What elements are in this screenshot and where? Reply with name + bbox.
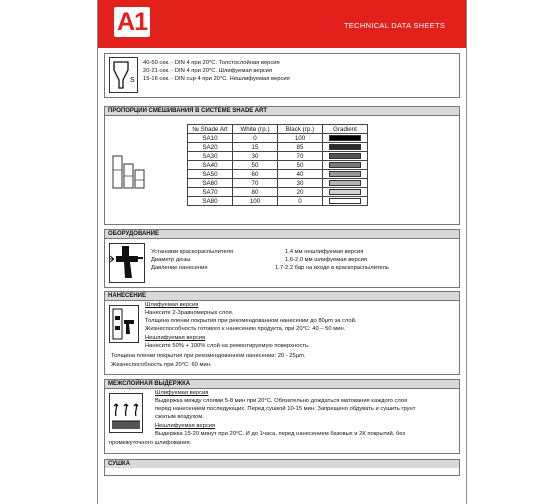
nonsanding-heading: Нешлифуемая версия — [155, 423, 216, 429]
cell-gradient — [323, 143, 368, 152]
cell-gradient — [323, 170, 368, 179]
cell-gradient — [323, 179, 368, 188]
table-header-row — [188, 125, 368, 134]
nonsanding-heading: Нешлифуемая версия — [145, 335, 206, 341]
viscosity-line: 40-50 сек. - DIN 4 при 20°C. Толстослойная версия — [143, 60, 280, 66]
cell-black: 50 — [278, 161, 323, 170]
equipment-label: Диаметр дюзы — [151, 257, 191, 263]
col-header: White (гр.) — [233, 125, 278, 134]
cell-black: 70 — [278, 152, 323, 161]
sanding-heading: Шлифуемая версия — [145, 302, 199, 308]
cell-name: SA80 — [188, 197, 233, 206]
flash-section — [104, 388, 460, 454]
cell-name: SA50 — [188, 170, 233, 179]
data-sheet — [97, 0, 467, 504]
col-header: Gradient — [323, 125, 368, 134]
application-line: Толщина пленки покрытия при рекомендованном нанесении до 80µm за слой. — [145, 318, 357, 324]
application-line: Нанесите 2-3равномерных слоя. — [145, 310, 234, 316]
cell-gradient — [323, 152, 368, 161]
cell-white: 30 — [233, 152, 278, 161]
cell-gradient — [323, 188, 368, 197]
cell-black: 85 — [278, 143, 323, 152]
drying-section — [104, 468, 460, 476]
brand-logo: A1 — [114, 7, 150, 37]
equipment-section — [104, 238, 460, 288]
viscosity-line: 20-21 сек. - DIN 4 при 20°C. Шлифуемая версия — [143, 68, 273, 74]
flash-line: Выдержка 15-20 минут при 20°C. И до 1часа, перед нанесением базовых и 2К покрытий, без — [155, 431, 405, 437]
cell-name: SA40 — [188, 161, 233, 170]
viscosity-line: 15-16 сек. - DIN cup 4 при 20°C. Нешлифуемая версия — [143, 76, 290, 82]
header-bar — [98, 0, 466, 48]
cell-white: 15 — [233, 143, 278, 152]
evaporation-icon — [109, 393, 143, 433]
cell-name: SA60 — [188, 179, 233, 188]
table-row — [188, 188, 368, 197]
flash-line: перед нанесением последующих. Перед сушкой 10-15 мин. Запрещено обдувать и сушить грунт — [155, 406, 416, 412]
cell-gradient — [323, 134, 368, 143]
equipment-section-title: ОБОРУДОВАНИЕ — [104, 229, 460, 238]
application-line: Жизнеспособность готового к нанесению продукта, при 20°C: 40 – 50 мин. — [145, 326, 346, 332]
equipment-label: Давление нанесения — [151, 265, 208, 271]
cell-black: 30 — [278, 179, 323, 188]
flash-section-title: МЕЖСЛОЙНАЯ ВЫДЕРЖКА — [104, 379, 460, 388]
cell-black: 100 — [278, 134, 323, 143]
svg-text:S: S — [130, 77, 135, 84]
table-row — [188, 143, 368, 152]
viscosity-section — [104, 53, 460, 98]
cell-white: 80 — [233, 188, 278, 197]
cell-gradient — [323, 161, 368, 170]
gradient-swatch — [329, 180, 361, 186]
shade-art-table — [187, 124, 368, 206]
table-row — [188, 197, 368, 206]
col-header: № Shade Art — [188, 125, 233, 134]
application-section-title: НАНЕСЕНИЕ — [104, 291, 460, 300]
cell-white: 60 — [233, 170, 278, 179]
equipment-value: 1.7-2.2 бар на входе в краскораспылитель — [275, 265, 389, 271]
cell-name: SA30 — [188, 152, 233, 161]
cell-name: SA10 — [188, 134, 233, 143]
cell-gradient — [323, 197, 368, 206]
gradient-swatch — [329, 189, 361, 195]
mixing-section-title: ПРОПОРЦИИ СМЕШИВАНИЯ В СИСТЕМЕ SHADE ART — [104, 106, 460, 115]
cell-black: 20 — [278, 188, 323, 197]
gradient-swatch — [329, 144, 361, 150]
drying-section-title: СУШКА — [104, 459, 460, 468]
cell-white: 0 — [233, 134, 278, 143]
header-title: TECHNICAL DATA SHEETS — [344, 21, 446, 30]
viscosity-cup-icon — [109, 57, 138, 93]
equipment-value: 1,6-2,0 мм шлифуемая версия — [285, 257, 367, 263]
gradient-swatch — [329, 135, 361, 141]
cell-name: SA20 — [188, 143, 233, 152]
flash-line: промежуточного шлифования. — [109, 440, 192, 446]
gradient-swatch — [329, 171, 361, 177]
measuring-cylinders-icon — [111, 150, 155, 190]
table-row — [188, 134, 368, 143]
table-row — [188, 161, 368, 170]
table-row — [188, 170, 368, 179]
gradient-swatch — [329, 198, 361, 204]
application-line: Толщина пленки покрытия при рекомендованном нанесении: 20 - 25µm. — [111, 353, 306, 359]
flash-line: Выдержка между слоями 5-8 мин при 20°C. Обязательно дождаться матования каждого слоя — [155, 398, 408, 404]
spray-coats-icon — [109, 305, 139, 343]
cell-black: 0 — [278, 197, 323, 206]
cell-white: 70 — [233, 179, 278, 188]
mixing-section — [104, 115, 460, 225]
equipment-value: 1,4 мм нешлифуемая версия — [285, 249, 364, 255]
cell-white: 50 — [233, 161, 278, 170]
table-row — [188, 152, 368, 161]
gradient-swatch — [329, 162, 361, 168]
cell-black: 40 — [278, 170, 323, 179]
gradient-swatch — [329, 153, 361, 159]
cell-white: 100 — [233, 197, 278, 206]
col-header: Black (гр.) — [278, 125, 323, 134]
application-line: Нанесите 50% + 100% слой на ремонтируемую поверхность. — [145, 343, 310, 349]
spray-gun-icon — [109, 243, 145, 283]
equipment-label: Установки краскораспылителя — [151, 249, 234, 255]
flash-line: сжатым воздухом. — [155, 414, 204, 420]
cell-name: SA70 — [188, 188, 233, 197]
application-line: Жизнеспособность при 20°C: 60 мин. — [111, 362, 212, 368]
sanding-heading: Шлифуемая версия — [155, 390, 209, 396]
application-section — [104, 300, 460, 375]
table-row — [188, 179, 368, 188]
